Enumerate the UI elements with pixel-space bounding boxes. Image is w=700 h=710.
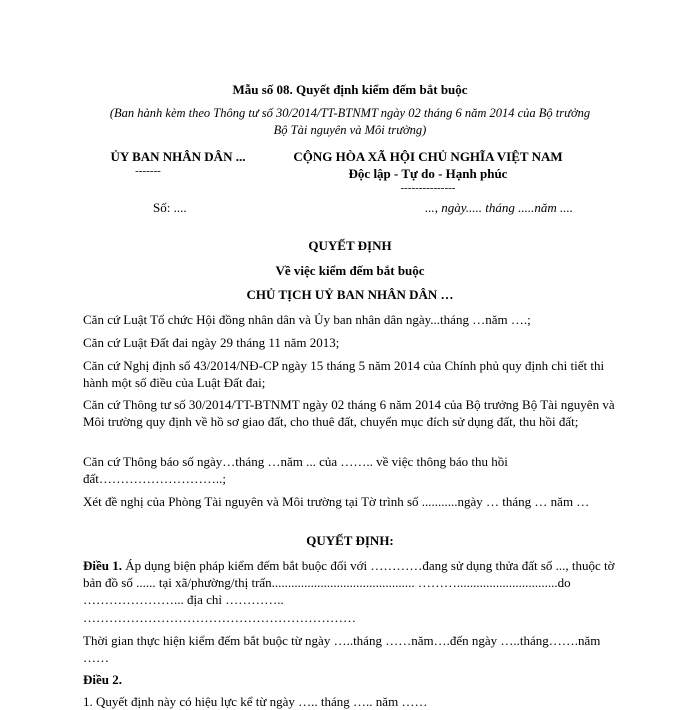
motto: Độc lập - Tự do - Hạnh phúc: [348, 166, 508, 181]
legal-basis-2: Căn cứ Luật Đất đai ngày 29 tháng 11 năm 2013;: [83, 335, 340, 350]
authority-rule: -------: [135, 165, 161, 177]
legal-basis-1: Căn cứ Luật Tổ chức Hội đồng nhân dân và Ủy ban nhân dân ngày...tháng …năm ….;: [83, 312, 531, 327]
document-number: Số: ....: [153, 200, 187, 215]
article-1-label: Điều 1.: [83, 558, 122, 573]
decides-title: QUYẾT ĐỊNH:: [306, 533, 394, 548]
authority-name: ỦY BAN NHÂN DÂN ...: [110, 149, 246, 164]
decision-title: QUYẾT ĐỊNH: [308, 238, 392, 253]
recommendation: Xét đề nghị của Phòng Tài nguyên và Môi trường tại Tờ trình số ...........ngày … tháng … năm …: [83, 494, 590, 509]
decision-signer: CHỦ TỊCH UỶ BAN NHÂN DÂN …: [246, 287, 454, 302]
article-1-dots: ………………………………………………………: [83, 610, 356, 625]
article-1: [83, 557, 623, 608]
issued-line-1: (Ban hành kèm theo Thông tư số 30/2014/TT-BTNMT ngày 02 tháng 6 năm 2014 của Bộ trưởng: [109, 106, 591, 120]
issued-line-2: Bộ Tài nguyên và Môi trường): [273, 123, 427, 137]
date-line: ..., ngày..... tháng .....năm ....: [425, 200, 574, 215]
form-title: Mẫu số 08. Quyết định kiểm đếm bắt buộc: [232, 82, 468, 97]
article-2-partial: 1. Quyết định này có hiệu lực kể từ ngày ….. tháng ….. năm ……: [83, 694, 428, 709]
legal-basis-4: Căn cứ Thông tư số 30/2014/TT-BTNMT ngày 02 tháng 6 năm 2014 của Bộ trưởng Bộ Tài nguyên và Môi trường quy định về hồ sơ giao đất, cho thuê đất, chuyển mục đích sử dụng đất, thu hồi đất;: [83, 397, 615, 429]
legal-basis-3: Căn cứ Nghị định số 43/2014/NĐ-CP ngày 15 tháng 5 năm 2014 của Chính phủ quy định chi tiết thi hành một số điều của Luật Đất đai;: [83, 358, 605, 390]
legal-basis-5: Căn cứ Thông báo số ngày…tháng …năm ... của …….. về việc thông báo thu hồi đất………………………..;: [83, 454, 508, 486]
country-name: CỘNG HÒA XÃ HỘI CHỦ NGHĨA VIỆT NAM: [293, 149, 563, 164]
motto-rule: ---------------: [400, 182, 456, 194]
article-1-text: Áp dụng biện pháp kiểm đếm bắt buộc đối với …………đang sử dụng thửa đất số ..., thuộc tờ bản đồ số ...... tại xã/phường/thị trấn............................................ ………...............................do …………………... địa chỉ …………..: [83, 558, 615, 607]
article-2-label: Điều 2.: [83, 672, 122, 687]
article-1-time: Thời gian thực hiện kiểm đếm bắt buộc từ ngày …..tháng ……năm….đến ngày …..tháng…….năm ……: [83, 633, 601, 665]
decision-subject: Về việc kiểm đếm bắt buộc: [275, 263, 425, 278]
